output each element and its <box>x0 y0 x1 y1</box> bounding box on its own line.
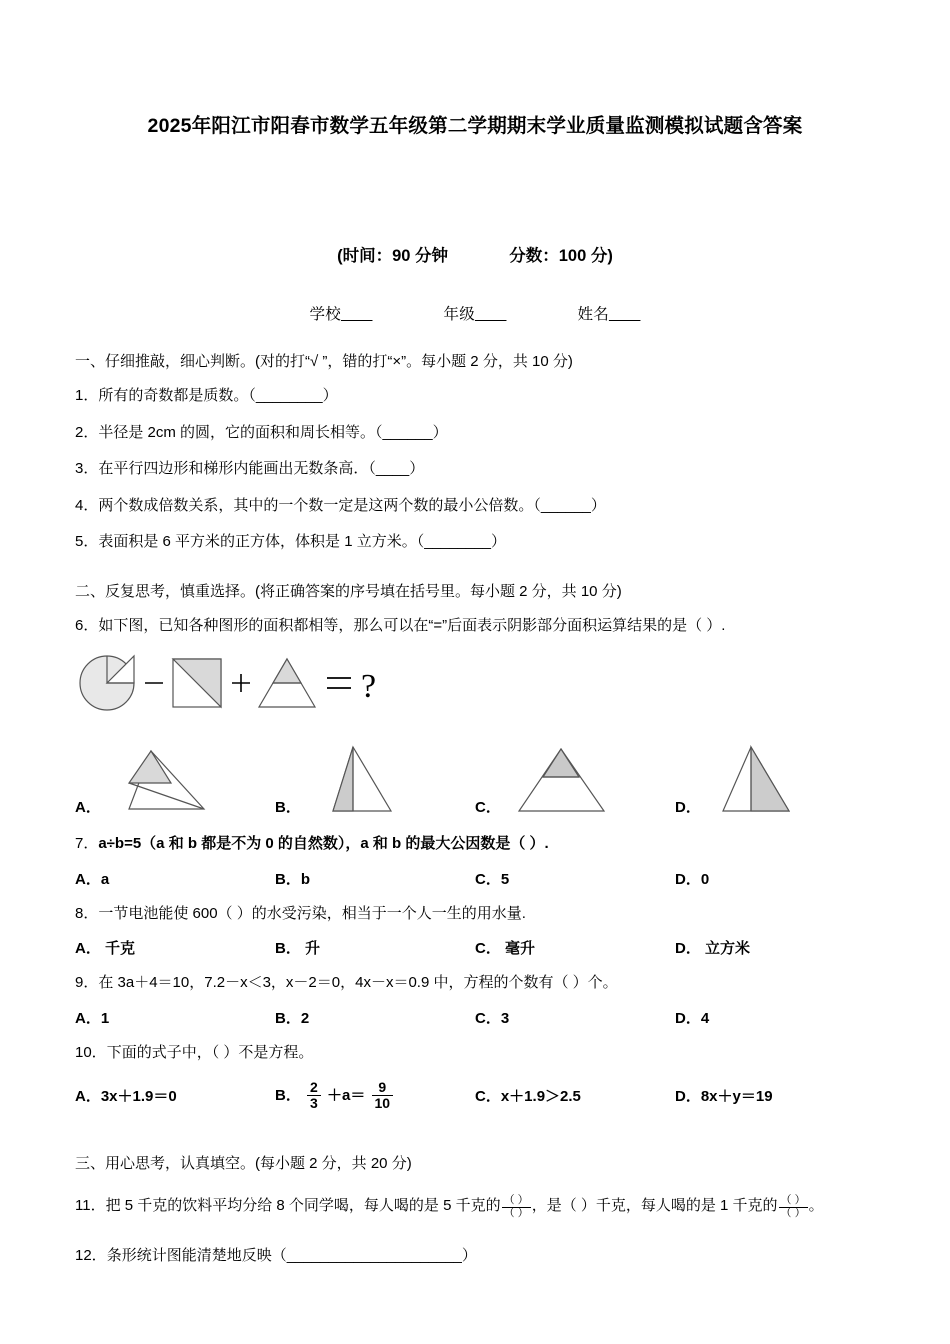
choice-b-label: B． <box>275 799 301 816</box>
option-d[interactable]: D．8x＋y＝19 <box>675 1088 773 1106</box>
exam-time: (时间：90 分钟 <box>337 247 449 265</box>
question-6-figure <box>75 647 875 719</box>
document-body <box>75 0 875 1268</box>
question-8: 8．一节电池能使 600（ ）的水受污染，相当于一个人一生的用水量. <box>75 904 526 922</box>
question-9-options <box>75 1007 875 1028</box>
question-12: 12．条形统计图能清楚地反映（_____________________） <box>75 1247 477 1265</box>
question-2: 2．半径是 2cm 的圆，它的面积和周长相等。（______） <box>75 423 448 441</box>
question-10-options <box>75 1080 875 1112</box>
question-4: 4．两个数成倍数关系，其中的一个数一定是这两个数的最小公倍数。（______） <box>75 496 606 514</box>
option-a[interactable]: A． 千克 <box>75 940 136 957</box>
choice-d[interactable] <box>675 739 875 819</box>
fraction-two-thirds: $\frac{2}{3}$ <box>307 1080 321 1112</box>
triangle-with-inner-triangle-shaded-icon <box>109 739 209 819</box>
option-d[interactable]: D．0 <box>675 870 710 888</box>
blank-fraction-1: $\frac{( )}{( )}$ <box>503 1194 529 1219</box>
question-6-choices <box>75 723 875 819</box>
page-title: 2025年阳江市阳春市数学五年级第二学期期末学业质量监测模拟试题含答案 <box>147 115 803 137</box>
exam-info <box>75 242 875 266</box>
student-fields <box>75 302 875 324</box>
question-9: 9．在 3a＋4＝10，7.2－x＜3，x－2＝0，4x－x＝0.9 中，方程的个数有（ ）个。 <box>75 974 618 991</box>
blank-fraction-2: $\frac{( )}{( )}$ <box>780 1194 806 1219</box>
exam-score: 分数：100 分) <box>509 247 613 265</box>
option-b[interactable]: B． $\frac{2}{3}$ ＋a＝ $\frac{9}{10}$ <box>275 1080 475 1112</box>
choice-d-label: D． <box>675 799 701 816</box>
option-d[interactable]: D． 立方米 <box>675 940 751 957</box>
option-d[interactable]: D．4 <box>675 1009 710 1027</box>
choice-a[interactable] <box>75 739 275 819</box>
option-c[interactable]: C． 毫升 <box>475 940 536 957</box>
option-a[interactable]: A．1 <box>75 1009 110 1027</box>
question-11: 11．把 5 千克的饮料平均分给 8 个同学喝，每人喝的是 5 千克的 $\frac{( )}{( )}$ ，是（ ）千克，每人喝的是 1 千克的 $\frac{( )}{( )}$ 。 <box>75 1194 824 1219</box>
question-7: 7．a÷b=5（a 和 b 都是不为 0 的自然数），a 和 b 的最大公因数是（ ）. <box>75 835 549 852</box>
option-a[interactable]: A．a <box>75 870 110 888</box>
section-heading-1: 一、仔细推敲，细心判断。(对的打“√ ”，错的打“×”。每小题 2 分，共 10 分) <box>75 353 573 370</box>
option-b[interactable]: B． 升 <box>275 940 321 957</box>
question-3: 3．在平行四边形和梯形内能画出无数条高．（____） <box>75 460 425 477</box>
question-1: 1．所有的奇数都是质数。（________） <box>75 387 338 404</box>
question-8-options <box>75 937 875 958</box>
tall-triangle-left-shaded-icon <box>309 739 409 819</box>
question-7-options <box>75 868 875 889</box>
choice-c[interactable] <box>475 739 675 819</box>
option-c[interactable]: C．x＋1.9＞2.5 <box>475 1088 581 1106</box>
choice-c-label: C． <box>475 799 501 816</box>
choice-b[interactable] <box>275 739 475 819</box>
question-5: 5．表面积是 6 平方米的正方体，体积是 1 立方米。（________） <box>75 533 506 550</box>
fraction-nine-tenths: $\frac{9}{10}$ <box>372 1080 394 1112</box>
option-b[interactable]: B．2 <box>275 1009 310 1027</box>
option-c[interactable]: C．5 <box>475 870 510 888</box>
triangle-with-trapezoid-shaded-icon <box>509 739 619 819</box>
section-heading-3: 三、用心思考，认真填空。(每小题 2 分，共 20 分) <box>75 1154 412 1172</box>
triangle-right-half-shaded-icon <box>709 739 809 819</box>
field-school: 学校 <box>309 306 341 323</box>
svg-text:?: ? <box>361 668 377 705</box>
shaded-area-equation-icon <box>75 647 395 719</box>
question-6: 6．如下图，已知各种图形的面积都相等，那么可以在“=”后面表示阴影部分面积运算结果的是（ ）. <box>75 616 726 634</box>
field-grade: 年级 <box>443 306 475 323</box>
field-name: 姓名 <box>577 306 609 323</box>
option-b[interactable]: B．b <box>275 870 310 888</box>
option-c[interactable]: C．3 <box>475 1009 510 1027</box>
section-heading-2: 二、反复思考，慎重选择。(将正确答案的序号填在括号里。每小题 2 分，共 10 分) <box>75 582 622 600</box>
option-a[interactable]: A．3x＋1.9＝0 <box>75 1088 177 1106</box>
question-10: 10．下面的式子中，（ ）不是方程。 <box>75 1043 314 1061</box>
choice-a-label: A． <box>75 799 101 816</box>
